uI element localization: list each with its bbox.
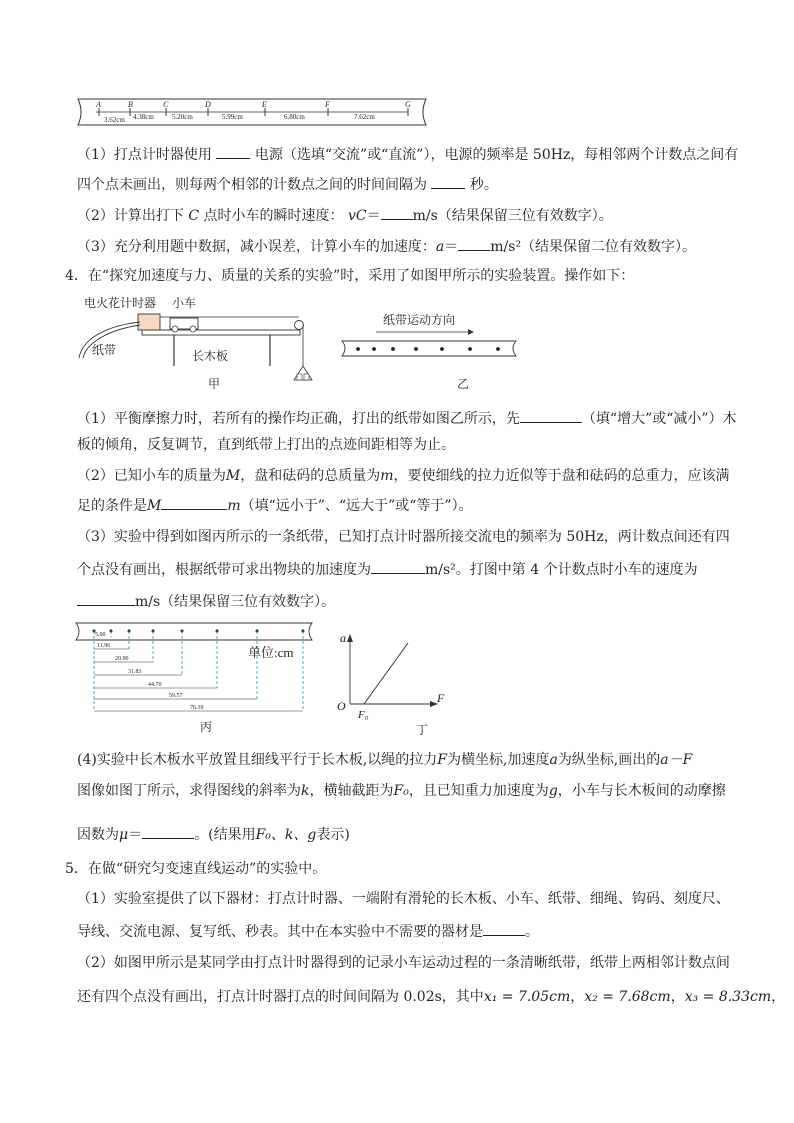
q4-part1-line2: 板的倾角，反复调节，直到纸带上打出的点迹间距相等为止。 [77,437,455,453]
q5-part2-line2: 还有四个点没有画出，打点计时器打点的时间间隔为 0.02s，其中x₁ = 7.05cm，x₂ = 7.68cm，x₃ = 8.33cm， [77,989,786,1005]
graph-line [364,643,408,704]
q3-answer-blank-3[interactable] [381,204,413,220]
q4-answer-blank-4[interactable] [77,590,135,606]
q5-part2-line1: （2）如图甲所示是某同学由打点计时器得到的记录小车运动过程的一条清晰纸带，纸带上两相邻计数点间 [77,955,730,971]
q3-answer-blank-2[interactable] [431,173,465,189]
q3-part1-line1: （1）打点计时器使用 电源（选填“交流”或“直流”），电源的频率是 50Hz，每相邻两个计数点之间有 [77,143,737,165]
q4-part4-line3: 因数为μ＝ 。(结果用F₀、k、g表示) [77,823,737,845]
distance-label-1: 5.00 [95,632,106,638]
figure-bing-caption: 丙 [200,720,213,734]
tape-label: 纸带 [92,343,117,357]
q4-part4-line1: (4)实验中长木板水平放置且细线平行于长木板,以绳的拉力F为横坐标,加速度a为纵坐标,画出的a－F [77,752,693,768]
tape1-point-D: D [205,100,211,109]
q4-answer-blank-2[interactable] [161,494,227,510]
timer-label: 电火花计时器 [84,296,157,310]
tape1-point-F: F [325,100,330,109]
q5-intro: 5．在做“研究匀变速直线运动”的实验中。 [65,861,327,877]
tape1-point-B: B [128,100,133,109]
y-axis-label: a [340,631,346,645]
figure-jia-caption: 甲 [208,377,221,391]
apparatus-figure [74,292,324,392]
q4-part1-line1: （1）平衡摩擦力时，若所有的操作均正确，打出的纸带如图乙所示，先 （填“增大”或“减小”）木 [77,407,737,429]
distance-label-6: 59.57 [169,693,183,699]
q4-part2-line2: 足的条件是M m（填“远小于”、“远大于”或“等于”）。 [77,494,737,516]
tape1-segment-BC: 4.38cm [133,113,154,121]
q4-part3-line2: 个点没有画出，根据纸带可求出物块的加速度为 m/s²。打图中第 4 个计数点时小车的速度为 [77,558,737,580]
intercept-label: F₀ [358,709,369,721]
car-label: 小车 [172,296,197,310]
q3-part2-line: （2）计算出打下 C 点时小车的瞬时速度： vC＝ m/s（结果保留三位有效数字）。 [77,204,737,226]
q5-part1-line1: （1）实验室提供了以下器材：打点计时器、一端附有滑轮的长木板、小车、纸带、细绳、钩码、刻度尺、 [77,891,730,907]
tape1-segment-EF: 6.80cm [284,113,305,121]
q3-part3-line: （3）充分利用题中数据，减小误差，计算小车的加速度：a＝ m/s²（结果保留二位有效数字）。 [77,235,737,257]
pulley [295,321,304,330]
tape1-segment-FG: 7.62cm [354,113,375,121]
distance-label-2: 11.96 [97,643,111,649]
tape1-point-C: C [163,100,169,109]
tape2-dots [93,630,305,633]
distance-label-7: 76.39 [190,705,204,711]
q3-part1-line2: 四个点未画出，则每两个相邻的计数点之间的时间间隔为 秒。 [77,173,737,195]
x-axis-label: F [437,691,445,705]
distance-label-4: 31.83 [128,669,142,675]
tape1-point-E: E [262,100,267,109]
q4-intro: 4．在“探究加速度与力、质量的关系的实验”时，采用了如图甲所示的实验装置。操作如下： [65,268,635,284]
tape1-segment-CD: 5.20cm [172,113,193,121]
board [142,330,300,335]
tape1-segment-AB: 3.62cm [104,116,125,124]
distance-label-5: 44.70 [148,682,162,688]
tape-distance-figure [72,617,317,737]
q3-answer-blank-1[interactable] [216,143,250,159]
q4-answer-blank-1[interactable] [520,407,582,423]
a-f-graph-figure [334,628,454,740]
q3-answer-blank-4[interactable] [458,235,490,251]
tape1-point-A: A [96,100,101,109]
q5-answer-blank-1[interactable] [483,920,525,936]
figure-yi-caption: 乙 [457,377,470,391]
board-label: 长木板 [192,349,229,363]
q4-answer-blank-5[interactable] [142,823,194,839]
direction-label: 纸带运动方向 [383,313,456,327]
q4-part3-line1: （3）实验中得到如图丙所示的一条纸带，已知打点计时器所接交流电的频率为 50Hz，两计数点间还有四 [77,529,730,545]
distance-label-3: 20.90 [115,656,129,662]
q4-part2-line1: （2）已知小车的质量为M，盘和砝码的总质量为m，要使细线的拉力近似等于盘和砝码的总重力，应该满 [77,468,730,484]
tape1-point-G: G [405,100,411,109]
timer-body [138,314,160,330]
tape-figure-1 [72,93,432,133]
unit-label: 单位:cm [248,645,294,660]
q4-part3-line3: m/s（结果保留三位有效数字）。 [77,590,737,612]
origin-label: O [337,699,346,713]
tape-direction-figure [336,306,526,394]
q4-part4-line2: 图像如图丁所示，求得图线的斜率为k，横轴截距为F₀，且已知重力加速度为g，小车与长木板间的动摩擦 [77,783,726,799]
q5-part1-line2: 导线、交流电源、复写纸、秒表。其中在本实验中不需要的器材是 。 [77,920,737,942]
tape1-segment-DE: 5.99cm [222,113,243,121]
figure-ding-caption: 丁 [416,723,429,737]
q4-answer-blank-3[interactable] [371,558,425,574]
